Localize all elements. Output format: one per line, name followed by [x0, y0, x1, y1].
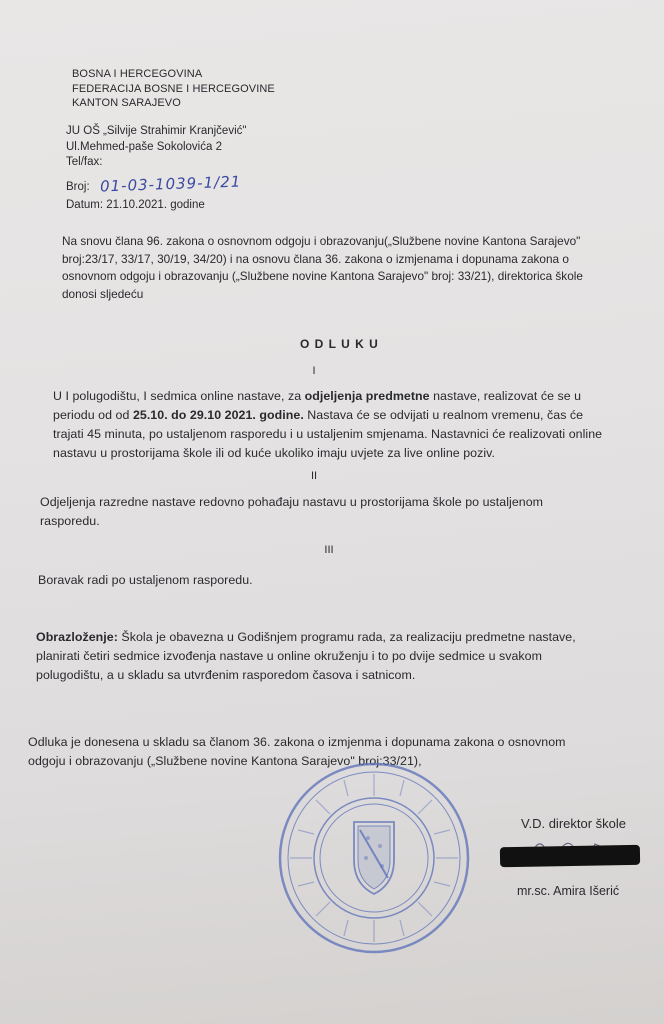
section-1-text-part: U I polugodištu, I sedmica online nastave, za	[53, 389, 305, 403]
header-country: BOSNA I HERCEGOVINA	[72, 68, 203, 80]
closing-line: odgoju i obrazovanju („Službene novine Kantona Sarajevo" broj:33/21),	[28, 754, 422, 768]
school-name: JU OŠ „Silvije Strahimir Kranjčević"	[66, 125, 247, 137]
redaction-bar	[500, 845, 640, 867]
section-1-text-part: periodu od od	[53, 408, 133, 422]
section-1-bold-dates: 25.10. do 29.10 2021. godine.	[132, 408, 304, 422]
school-telfax: Tel/fax:	[66, 156, 103, 168]
header-canton: KANTON SARAJEVO	[72, 97, 181, 109]
preamble-line: osnovnom odgoju i obrazovanju („Službene novine Kantona Sarajevo" broj: 33/21), direktorica škole	[62, 269, 583, 283]
decision-title: O D L U K U	[300, 337, 379, 351]
signatory-title: V.D. direktor škole	[521, 816, 627, 831]
signatory-name: mr.sc. Amira Išerić	[517, 884, 620, 898]
preamble-line: Na snovu člana 96. zakona o osnovnom odgoju i obrazovanju(„Službene novine Kantona Sarajevo"	[62, 234, 581, 248]
explanation-text: Škola je obavezna u Godišnjem programu rada, za realizaciju predmetne nastave,	[117, 630, 576, 644]
preamble-line: donosi sljedeću	[62, 286, 144, 301]
section-2-line: rasporedu.	[40, 514, 100, 528]
explanation-line: polugodištu, a u skladu sa utvrđenim rasporedom časova i satnicom.	[36, 668, 416, 682]
section-2-text	[40, 493, 543, 531]
section-1-line: trajati 45 minuta, po ustaljenom rasporedu i u ustaljenim smjenama. Nastavnici će realizovati online	[53, 427, 603, 441]
official-stamp	[276, 760, 472, 956]
section-1-numeral: I	[312, 365, 316, 377]
section-1-line: nastavu u prostorijama škole ili od kuće ukoliko imaju uvjete za live online poziv.	[53, 446, 495, 460]
preamble-line: broj:23/17, 33/17, 30/19, 34/20) i na osnovu člana 36. zakona o izmjenama i dopunama zakona o	[62, 251, 569, 266]
section-2-line: Odjeljenja razredne nastave redovno pohađaju nastavu u prostorijama škole po ustaljenom	[40, 495, 544, 509]
section-1-text-part: nastave, realizovat će se u	[429, 389, 582, 403]
section-3-text: Boravak radi po ustaljenom rasporedu.	[38, 573, 253, 587]
section-1-text-part: Nastava će se odvijati u realnom vremenu, čas će	[303, 408, 584, 422]
section-3-numeral: III	[324, 544, 334, 556]
section-2-numeral: II	[310, 470, 318, 482]
closing-line: Odluka je donesena u skladu sa članom 36. zakona o izmjenma i dopunama zakona o osnovnom	[28, 735, 566, 749]
section-1-bold-part: odjeljenja predmetne	[304, 389, 430, 403]
section-1-text	[53, 387, 602, 463]
school-address: Ul.Mehmed-paše Sokolovića 2	[66, 141, 222, 153]
explanation	[36, 628, 576, 685]
header-federation: FEDERACIJA BOSNE I HERCEGOVINE	[72, 83, 275, 95]
explanation-line: planirati četiri sedmice izvođenja nastave u online okruženju i to po dvije sedmice u svakom	[36, 649, 542, 663]
preamble	[62, 233, 583, 303]
explanation-label: Obrazloženje:	[36, 630, 118, 644]
broj-label: Broj:	[66, 181, 90, 193]
broj-handwritten-number: 01-03-1039-1/21	[99, 172, 242, 196]
document-date: Datum: 21.10.2021. godine	[66, 199, 205, 211]
